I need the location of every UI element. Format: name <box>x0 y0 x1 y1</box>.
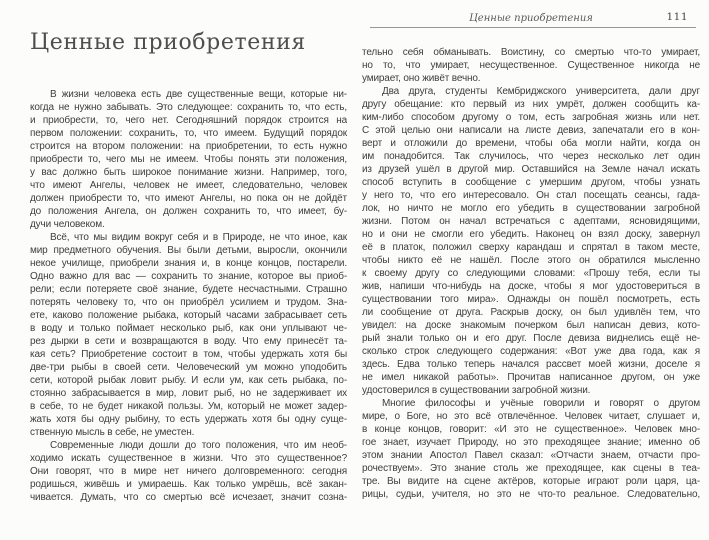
text-line: и приобрести, то, чего нет. Сегодняшний порядок строится на <box>30 115 347 126</box>
text-line: в конце концов, говорит: «И это не существенное». Человек мно- <box>362 424 700 435</box>
paragraph <box>30 439 347 504</box>
text-line: верт и отложили до времени, чтобы оба могли найти, когда он <box>362 138 700 149</box>
chapter-title: Ценные приобретения <box>30 30 306 55</box>
text-line: гое знает, изучает Природу, но это преходящее знание; именно об <box>362 437 700 448</box>
text-line: рицы, судьи, учителя, но это не что-то реальное. Следовательно, <box>362 489 700 500</box>
text-line: рый знали только он и его друг. После девиза виднелись ещё не- <box>362 333 700 344</box>
text-line: кая сеть? Приобретение состоит в том, чтобы удержать хотя бы <box>30 349 347 360</box>
text-line: к своему другу со следующими словами: «Прошу тебя, если ты <box>362 268 700 279</box>
text-line: сколько строк следующего содержания: «Вот уже два года, как я <box>362 346 700 357</box>
text-line: другу обещание: кто первый из них умрёт, должен сообщить ка- <box>362 99 700 110</box>
text-line: С этой целью они написали на листе девиз, запечатали его в кон- <box>362 125 700 136</box>
right-page <box>362 0 700 540</box>
paragraph <box>362 397 700 501</box>
text-line: существовании того мира». Однажды он пошёл посмотреть, есть <box>362 294 700 305</box>
text-line: ким-либо способом другому о том, есть загробная жизнь или нет. <box>362 112 700 123</box>
text-line: рез дырки в сети и возвращаются в воду. Что ему принесёт та- <box>30 336 347 347</box>
page-number: 111 <box>666 11 688 23</box>
text-line: первом положении: сохранить, то, что имеем. Будущий порядок <box>30 128 347 139</box>
text-line: Всё, что мы видим вокруг себя и в Природе, не что иное, как <box>50 232 347 243</box>
paragraph <box>30 231 347 439</box>
text-line: увидел: на доске знакомым почерком был написан девиз, кото- <box>362 320 700 331</box>
text-line: приобрести то, чего мы не имеем. Чтобы понять эти положения, <box>30 154 347 165</box>
text-line: В жизни человека есть две существенные вещи, которые ни- <box>50 89 347 100</box>
text-line: тельно себя обманывать. Воистину, со смертью что-то умирает, <box>362 47 700 58</box>
header-rule <box>370 27 696 28</box>
text-line: у него то, что его интересовало. Он стал посещать сеансы, гада- <box>362 190 700 201</box>
text-line: рели; если потеряете своё знание, будете несчастными. Страшно <box>30 284 347 295</box>
text-line: удостоверился в существовании загробной жизни. <box>362 385 591 396</box>
text-line: чтобы никто её не нашёл. После этого он обратился мысленно <box>362 255 700 266</box>
text-line: ли сообщение от друга. Раскрыв доску, он был удивлён тем, что <box>362 307 700 318</box>
text-line: жать хотя бы одну рыбину, то есть удержать хотя бы одну суще- <box>30 414 347 425</box>
right-page-text <box>362 46 700 501</box>
text-line: Одно важно для вас — сохранить то знание, которое вы приоб- <box>30 271 347 282</box>
text-line: не имел никакой работы». Прочитав написанное другом, он уже <box>362 372 700 383</box>
text-line: здесь. Едва только теперь начался рассвет моей жизни, доселе я <box>362 359 700 370</box>
text-line: но и они не смогли его убедить. Наконец он взял доску, завернул <box>362 229 700 240</box>
text-line: Современные люди дошли до того положения, что им необ- <box>50 440 347 451</box>
text-line: дучи человеком. <box>30 219 105 230</box>
text-line: мир предметного обучения. Вы были детьми, выросли, окончили <box>30 245 347 256</box>
text-line: строится на втором положении: на приобретении, то есть нужно <box>30 141 347 152</box>
text-line: когда не нужно забывать. Это следующее: сохранить то, что есть, <box>30 102 347 113</box>
text-line: в воду и только поймает несколько рыб, как они уплывают че- <box>30 323 347 334</box>
text-line: у вас должно быть широкое понимание жизни. Например, того, <box>30 167 347 178</box>
text-line: мире, о Боге, но это всё отвлечённое. Человек читает, слушает и, <box>362 411 700 422</box>
text-line: стоянно забрасывается в мир, ловит рыб, но не задерживает их <box>30 388 347 399</box>
text-line: рочествуем». Это знание столь же преходящее, как сцены в теа- <box>362 463 700 474</box>
text-line: но то, что умирает, несущественное. Существенное никогда не <box>362 60 700 71</box>
left-page <box>30 0 347 540</box>
text-line: тре. Вы видите на сцене актёров, которые играют роли царя, ца- <box>362 476 700 487</box>
text-line: ете, каково положение рыбака, который часами забрасывает сеть <box>30 310 347 321</box>
text-line: Два друга, студенты Кембриджского университета, дали друг <box>382 86 700 97</box>
paragraph <box>30 88 347 231</box>
text-line: что имеют Ангелы, человек не имеет, следовательно, человек <box>30 180 347 191</box>
text-line: Они говорят, что в мире нет ничего долговременного: сегодня <box>30 466 347 477</box>
running-header-title: Ценные приобретения <box>469 13 593 24</box>
text-line: лок, но ничто не могло его убедить в существовании загробной <box>362 203 700 214</box>
text-line: этом знании Апостол Павел сказал: «Отчасти знаем, отчасти про- <box>362 450 700 461</box>
text-line: ходимо искать существенное в жизни. Что это существенное? <box>30 453 347 464</box>
text-line: две-три рыбы в своей сети. Человеческий ум можно уподобить <box>30 362 347 373</box>
text-line: умирает, оно живёт вечно. <box>362 73 481 84</box>
text-line: ственную мысль в себе, не уместен. <box>30 427 195 438</box>
text-line: способ вступить в сообщение с умершим другом, чтобы узнать <box>362 177 700 188</box>
left-page-text <box>30 88 347 504</box>
text-line: им понадобится. Так случилось, что через несколько лет один <box>362 151 700 162</box>
text-line: до положения Ангела, он должен сохранить то, что имеет, бу- <box>30 206 347 217</box>
text-line: некое училище, приобрели знания и, в конце концов, постарели. <box>30 258 347 269</box>
text-line: жив, напиши что-нибудь на доске, чтобы я мог удостовериться в <box>362 281 700 292</box>
text-line: её в платок, положил сверху карандаш и спрятал в таком месте, <box>362 242 700 253</box>
text-line: должен приобрести то, что имеют Ангелы, но пока он не дойдёт <box>30 193 347 204</box>
text-line: сети, которой рыбак ловит рыбу. И если ум, как сеть рыбака, по- <box>30 375 347 386</box>
text-line: жизни. Потом он начал встречаться с адептами, ясновидящими, <box>362 216 700 227</box>
text-line: родишься, живёшь и умираешь. Как только умрёшь, всё закан- <box>30 479 347 490</box>
text-line: чивается. Думать, что со смертью всё исчезает, значит созна- <box>30 492 347 503</box>
text-line: потерять человеку то, что он приобрёл усилием и трудом. Зна- <box>30 297 347 308</box>
text-line: в себе, то не будет никакой пользы. Ум, который не может задер- <box>30 401 347 412</box>
paragraph <box>362 46 700 85</box>
text-line: из друзей ушёл в другой мир. Оставшийся на Земле начал искать <box>362 164 700 175</box>
paragraph <box>362 85 700 397</box>
text-line: Многие философы и учёные говорили и говорят о другом <box>382 398 700 409</box>
